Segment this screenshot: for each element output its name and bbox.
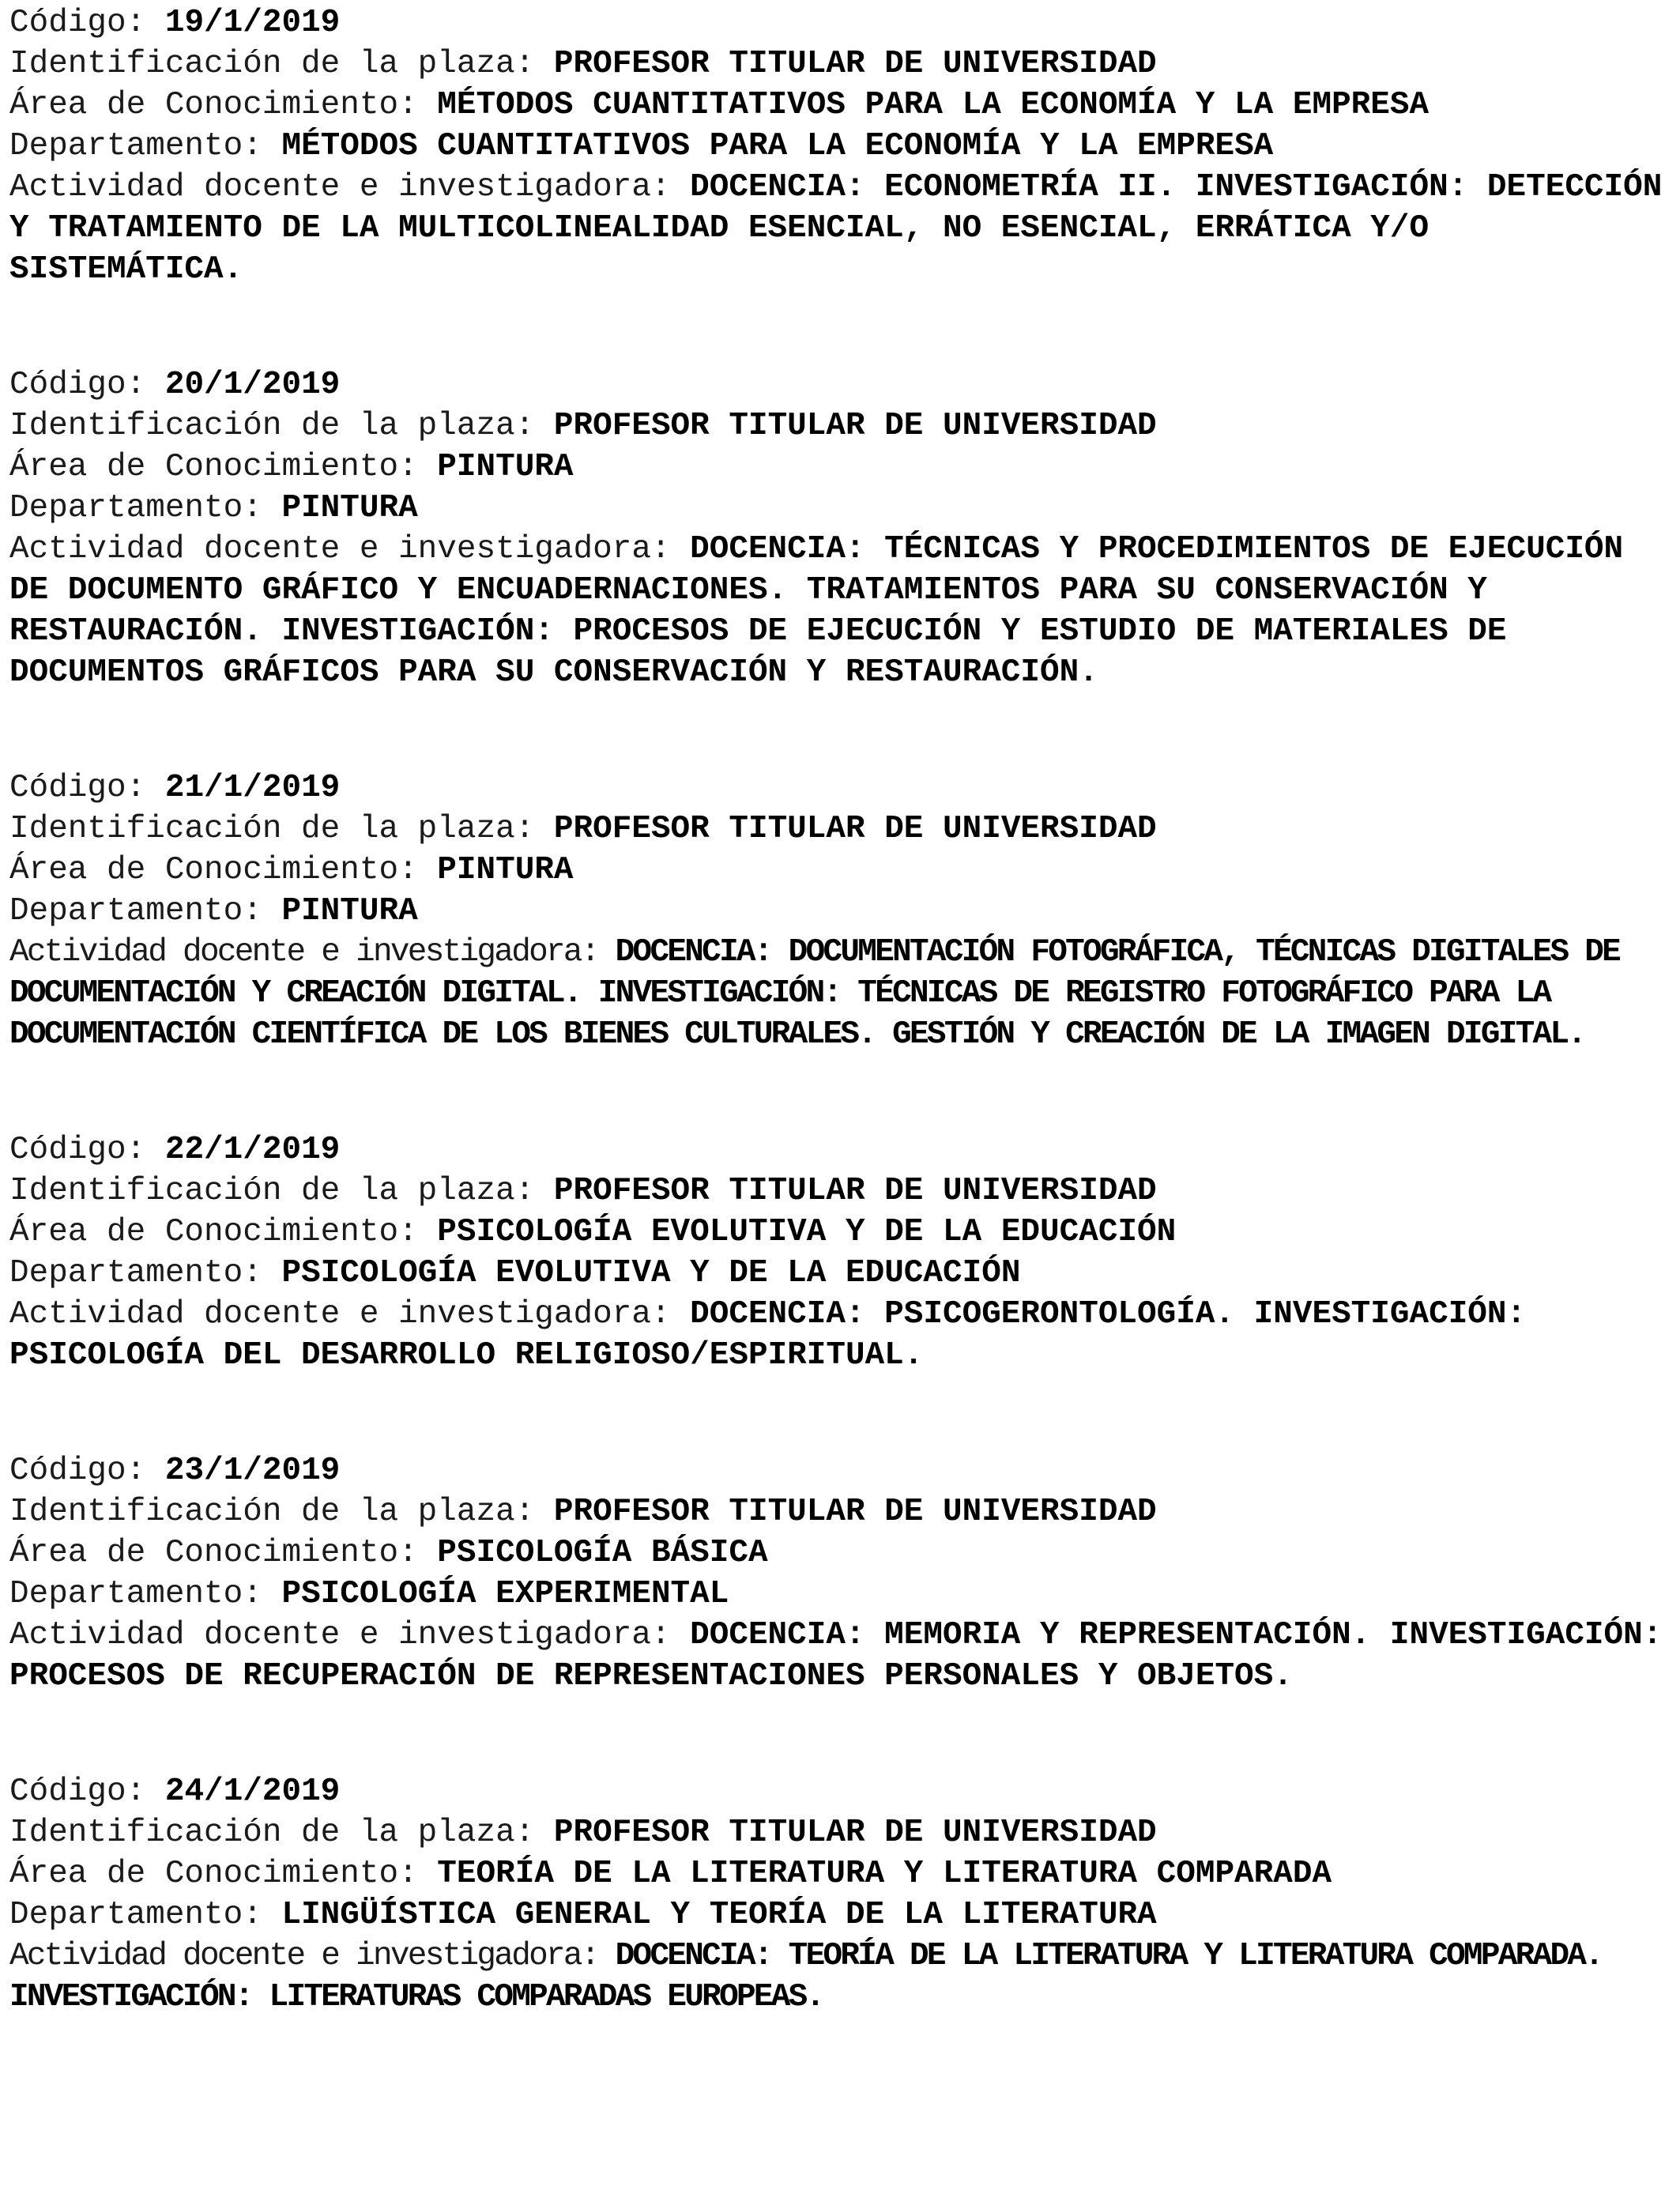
actividad-value: DOCENCIA: PSICOGERONTOLOGÍA. INVESTIGACIÓN: PSICOLOGÍA DEL DESARROLLO RELIGIOSO/ESPIRITUAL. — [9, 1296, 1527, 1374]
identificacion-value: PROFESOR TITULAR DE UNIVERSIDAD — [553, 408, 1157, 444]
codigo-label: Código: — [9, 367, 165, 403]
identificacion-label: Identificación de la plaza: — [9, 46, 554, 82]
actividad-line — [9, 1615, 1669, 1697]
identificacion-value: PROFESOR TITULAR DE UNIVERSIDAD — [553, 1173, 1157, 1209]
identificacion-value: PROFESOR TITULAR DE UNIVERSIDAD — [553, 811, 1157, 847]
actividad-line — [9, 529, 1669, 693]
codigo-value: 24/1/2019 — [164, 1774, 341, 1810]
area-label: Área de Conocimiento: — [9, 1214, 438, 1250]
identificacion-line — [9, 405, 1669, 447]
codigo-line — [9, 364, 1669, 405]
area-line — [9, 447, 1669, 488]
actividad-line — [9, 932, 1669, 1055]
actividad-label: Actividad docente e investigadora: — [9, 531, 691, 567]
area-line — [9, 850, 1669, 891]
plaza-entry — [9, 1450, 1669, 1697]
area-value: TEORÍA DE LA LITERATURA Y LITERATURA COMPARADA — [437, 1856, 1332, 1892]
area-label: Área de Conocimiento: — [9, 87, 438, 123]
area-label: Área de Conocimiento: — [9, 1856, 438, 1892]
departamento-value: PINTURA — [281, 893, 418, 929]
plaza-entry — [9, 364, 1669, 693]
area-label: Área de Conocimiento: — [9, 1535, 438, 1571]
codigo-value: 23/1/2019 — [164, 1453, 341, 1489]
actividad-label: Actividad docente e investigadora: — [9, 169, 691, 205]
area-label: Área de Conocimiento: — [9, 449, 438, 485]
identificacion-value: PROFESOR TITULAR DE UNIVERSIDAD — [553, 1494, 1157, 1530]
codigo-line — [9, 1450, 1669, 1491]
codigo-line — [9, 1129, 1669, 1171]
identificacion-label: Identificación de la plaza: — [9, 811, 554, 847]
identificacion-label: Identificación de la plaza: — [9, 1173, 554, 1209]
plaza-entry — [9, 1129, 1669, 1376]
departamento-value: LINGÜÍSTICA GENERAL Y TEORÍA DE LA LITERATURA — [281, 1897, 1157, 1933]
plaza-entry — [9, 0, 1669, 290]
codigo-label: Código: — [9, 1453, 165, 1489]
actividad-label: Actividad docente e investigadora: — [9, 1296, 691, 1333]
identificacion-line — [9, 1491, 1669, 1532]
departamento-label: Departamento: — [9, 1255, 282, 1291]
departamento-line — [9, 891, 1669, 932]
codigo-value: 19/1/2019 — [164, 5, 341, 41]
actividad-line — [9, 1294, 1669, 1376]
departamento-value: PSICOLOGÍA EXPERIMENTAL — [281, 1576, 729, 1612]
identificacion-label: Identificación de la plaza: — [9, 1494, 554, 1530]
actividad-value: DOCENCIA: DOCUMENTACIÓN FOTOGRÁFICA, TÉCNICAS DIGITALES DE DOCUMENTACIÓN Y CREACIÓN DIGITAL. INVESTIGACIÓN: TÉCNICAS DE REGISTRO FOTOGRÁFICO PARA LA DOCUMENTACIÓN CIENTÍFICA DE LOS BIENES CULTURALES. GESTIÓN Y CREACIÓN DE LA IMAGEN DIGITAL. — [9, 934, 1620, 1053]
area-line — [9, 85, 1669, 126]
area-value: PINTURA — [437, 852, 574, 888]
area-label: Área de Conocimiento: — [9, 852, 438, 888]
codigo-line — [9, 767, 1669, 809]
departamento-label: Departamento: — [9, 1897, 282, 1933]
area-value: PINTURA — [437, 449, 574, 485]
codigo-value: 22/1/2019 — [164, 1132, 341, 1168]
departamento-label: Departamento: — [9, 490, 282, 526]
area-value: MÉTODOS CUANTITATIVOS PARA LA ECONOMÍA Y LA EMPRESA — [437, 87, 1430, 123]
identificacion-value: PROFESOR TITULAR DE UNIVERSIDAD — [553, 1815, 1157, 1851]
codigo-value: 20/1/2019 — [164, 367, 341, 403]
plaza-entry — [9, 1771, 1669, 2018]
codigo-value: 21/1/2019 — [164, 770, 341, 806]
codigo-label: Código: — [9, 770, 165, 806]
plaza-entry — [9, 767, 1669, 1055]
codigo-line — [9, 2, 1669, 43]
departamento-line — [9, 488, 1669, 529]
actividad-label: Actividad docente e investigadora: — [9, 1938, 616, 1974]
codigo-label: Código: — [9, 1774, 165, 1810]
departamento-value: PSICOLOGÍA EVOLUTIVA Y DE LA EDUCACIÓN — [281, 1255, 1021, 1291]
departamento-label: Departamento: — [9, 128, 282, 164]
actividad-line — [9, 1936, 1669, 2018]
departamento-line — [9, 126, 1669, 167]
codigo-label: Código: — [9, 5, 165, 41]
identificacion-line — [9, 43, 1669, 85]
departamento-value: PINTURA — [281, 490, 418, 526]
identificacion-value: PROFESOR TITULAR DE UNIVERSIDAD — [553, 46, 1157, 82]
departamento-label: Departamento: — [9, 1576, 282, 1612]
actividad-value: DOCENCIA: TÉCNICAS Y PROCEDIMIENTOS DE EJECUCIÓN DE DOCUMENTO GRÁFICO Y ENCUADERNACIONES. TRATAMIENTOS PARA SU CONSERVACIÓN Y RESTAURACIÓN. INVESTIGACIÓN: PROCESOS DE EJECUCIÓN Y ESTUDIO DE MATERIALES DE DOCUMENTOS GRÁFICOS PARA SU CONSERVACIÓN Y RESTAURACIÓN. — [9, 531, 1624, 691]
document-page — [9, 0, 1669, 2018]
departamento-line — [9, 1574, 1669, 1615]
area-value: PSICOLOGÍA BÁSICA — [437, 1535, 768, 1571]
identificacion-label: Identificación de la plaza: — [9, 408, 554, 444]
actividad-label: Actividad docente e investigadora: — [9, 1617, 691, 1653]
identificacion-line — [9, 1812, 1669, 1853]
area-line — [9, 1853, 1669, 1894]
actividad-line — [9, 167, 1669, 290]
identificacion-line — [9, 1171, 1669, 1212]
actividad-value: DOCENCIA: ECONOMETRÍA II. INVESTIGACIÓN: DETECCIÓN Y TRATAMIENTO DE LA MULTICOLINEALIDAD ESENCIAL, NO ESENCIAL, ERRÁTICA Y/O SISTEMÁTICA. — [9, 169, 1663, 288]
identificacion-line — [9, 809, 1669, 850]
departamento-value: MÉTODOS CUANTITATIVOS PARA LA ECONOMÍA Y LA EMPRESA — [281, 128, 1274, 164]
area-line — [9, 1212, 1669, 1253]
departamento-label: Departamento: — [9, 893, 282, 929]
identificacion-label: Identificación de la plaza: — [9, 1815, 554, 1851]
codigo-line — [9, 1771, 1669, 1812]
actividad-label: Actividad docente e investigadora: — [9, 934, 616, 971]
area-value: PSICOLOGÍA EVOLUTIVA Y DE LA EDUCACIÓN — [437, 1214, 1177, 1250]
actividad-value: DOCENCIA: TEORÍA DE LA LITERATURA Y LITERATURA COMPARADA. INVESTIGACIÓN: LITERATURAS COMPARADAS EUROPEAS. — [9, 1938, 1603, 2015]
area-line — [9, 1532, 1669, 1574]
actividad-value: DOCENCIA: MEMORIA Y REPRESENTACIÓN. INVESTIGACIÓN: PROCESOS DE RECUPERACIÓN DE REPRESENTACIONES PERSONALES Y OBJETOS. — [9, 1617, 1663, 1695]
departamento-line — [9, 1253, 1669, 1294]
departamento-line — [9, 1894, 1669, 1936]
codigo-label: Código: — [9, 1132, 165, 1168]
